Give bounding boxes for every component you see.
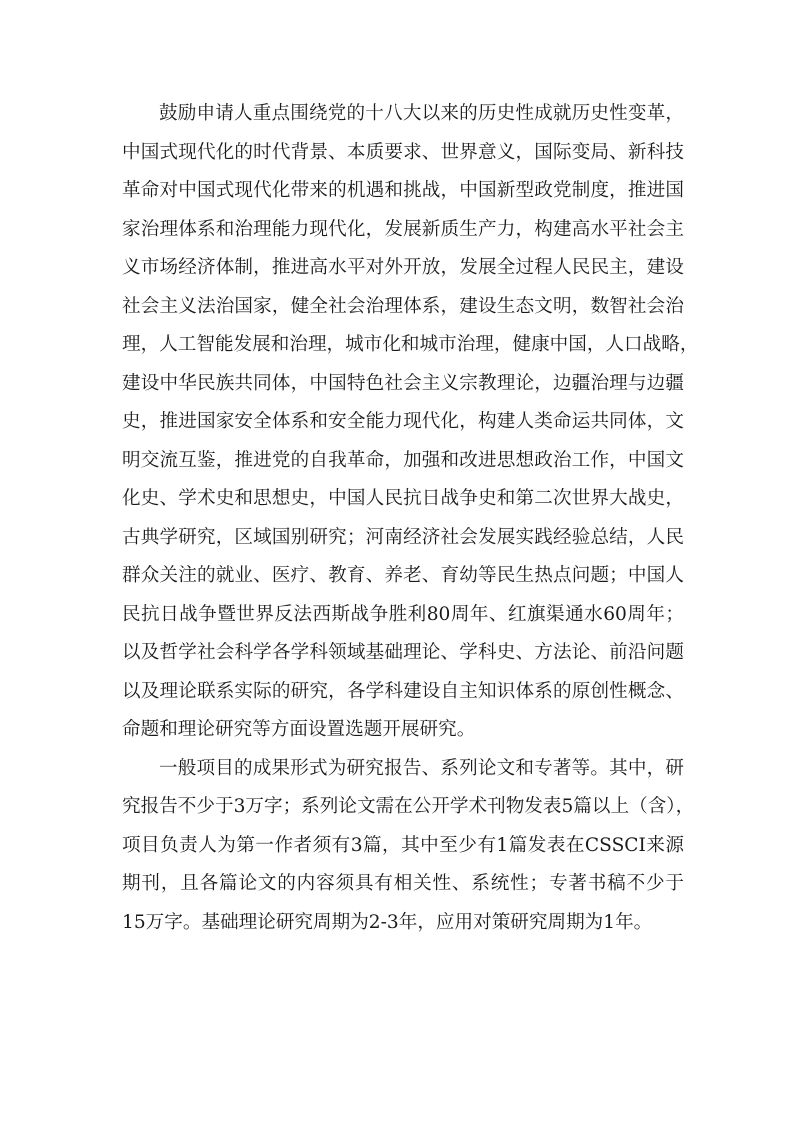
text-line: 化史、学术史和思想史，中国人民抗日战争史和第二次世界大战史， xyxy=(122,488,684,509)
text-line: 命题和理论研究等方面设置选题开展研究。 xyxy=(122,719,476,740)
text-line: 家治理体系和治理能力现代化，发展新质生产力，构建高水平社会主 xyxy=(122,218,684,240)
text-line: 理，人工智能发展和治理，城市化和城市治理，健康中国，人口战略， xyxy=(122,334,699,355)
text-line: 群众关注的就业、医疗、教育、养老、育幼等民生热点问题；中国人 xyxy=(122,565,684,586)
text-line: 古典学研究，区域国别研究；河南经济社会发展实践经验总结，人民 xyxy=(122,526,684,548)
text-line: 史，推进国家安全体系和安全能力现代化，构建人类命运共同体，文 xyxy=(122,411,684,432)
paragraph-project-outputs xyxy=(122,750,695,943)
text-line: 革命对中国式现代化带来的机遇和挑战，中国新型政党制度，推进国 xyxy=(122,180,684,201)
text-line: 以及理论联系实际的研究，各学科建设自主知识体系的原创性概念、 xyxy=(122,680,684,702)
text-line: 义市场经济体制，推进高水平对外开放，发展全过程人民民主，建设 xyxy=(122,257,684,278)
text-line: 15万字。基础理论研究周期为2-3年，应用对策研究周期为1年。 xyxy=(122,911,653,933)
text-line: 民抗日战争暨世界反法西斯战争胜利80周年、红旗渠通水60周年； xyxy=(122,603,684,625)
text-line: 明交流互鉴，推进党的自我革命，加强和改进思想政治工作，中国文 xyxy=(122,449,684,471)
text-line: 社会主义法治国家，健全社会治理体系，建设生态文明，数智社会治 xyxy=(122,295,684,317)
text-line: 中国式现代化的时代背景、本质要求、世界意义，国际变局、新科技 xyxy=(122,141,684,163)
text-line: 究报告不少于3万字；系列论文需在公开学术刊物发表5篇以上（含）， xyxy=(122,796,695,817)
text-line: 建设中华民族共同体，中国特色社会主义宗教理论，边疆治理与边疆 xyxy=(122,372,684,394)
document-page xyxy=(122,95,699,942)
text-line: 一般项目的成果形式为研究报告、系列论文和专著等。其中，研 xyxy=(159,757,684,779)
text-line: 期刊，且各篇论文的内容须具有相关性、系统性；专著书稿不少于 xyxy=(122,873,684,894)
paragraph-research-topics xyxy=(122,95,699,750)
text-line: 项目负责人为第一作者须有3篇，其中至少有1篇发表在CSSCI来源 xyxy=(122,834,684,856)
text-line: 以及哲学社会科学各学科领域基础理论、学科史、方法论、前沿问题 xyxy=(122,642,684,663)
text-line: 鼓励申请人重点围绕党的十八大以来的历史性成就历史性变革， xyxy=(159,103,684,124)
